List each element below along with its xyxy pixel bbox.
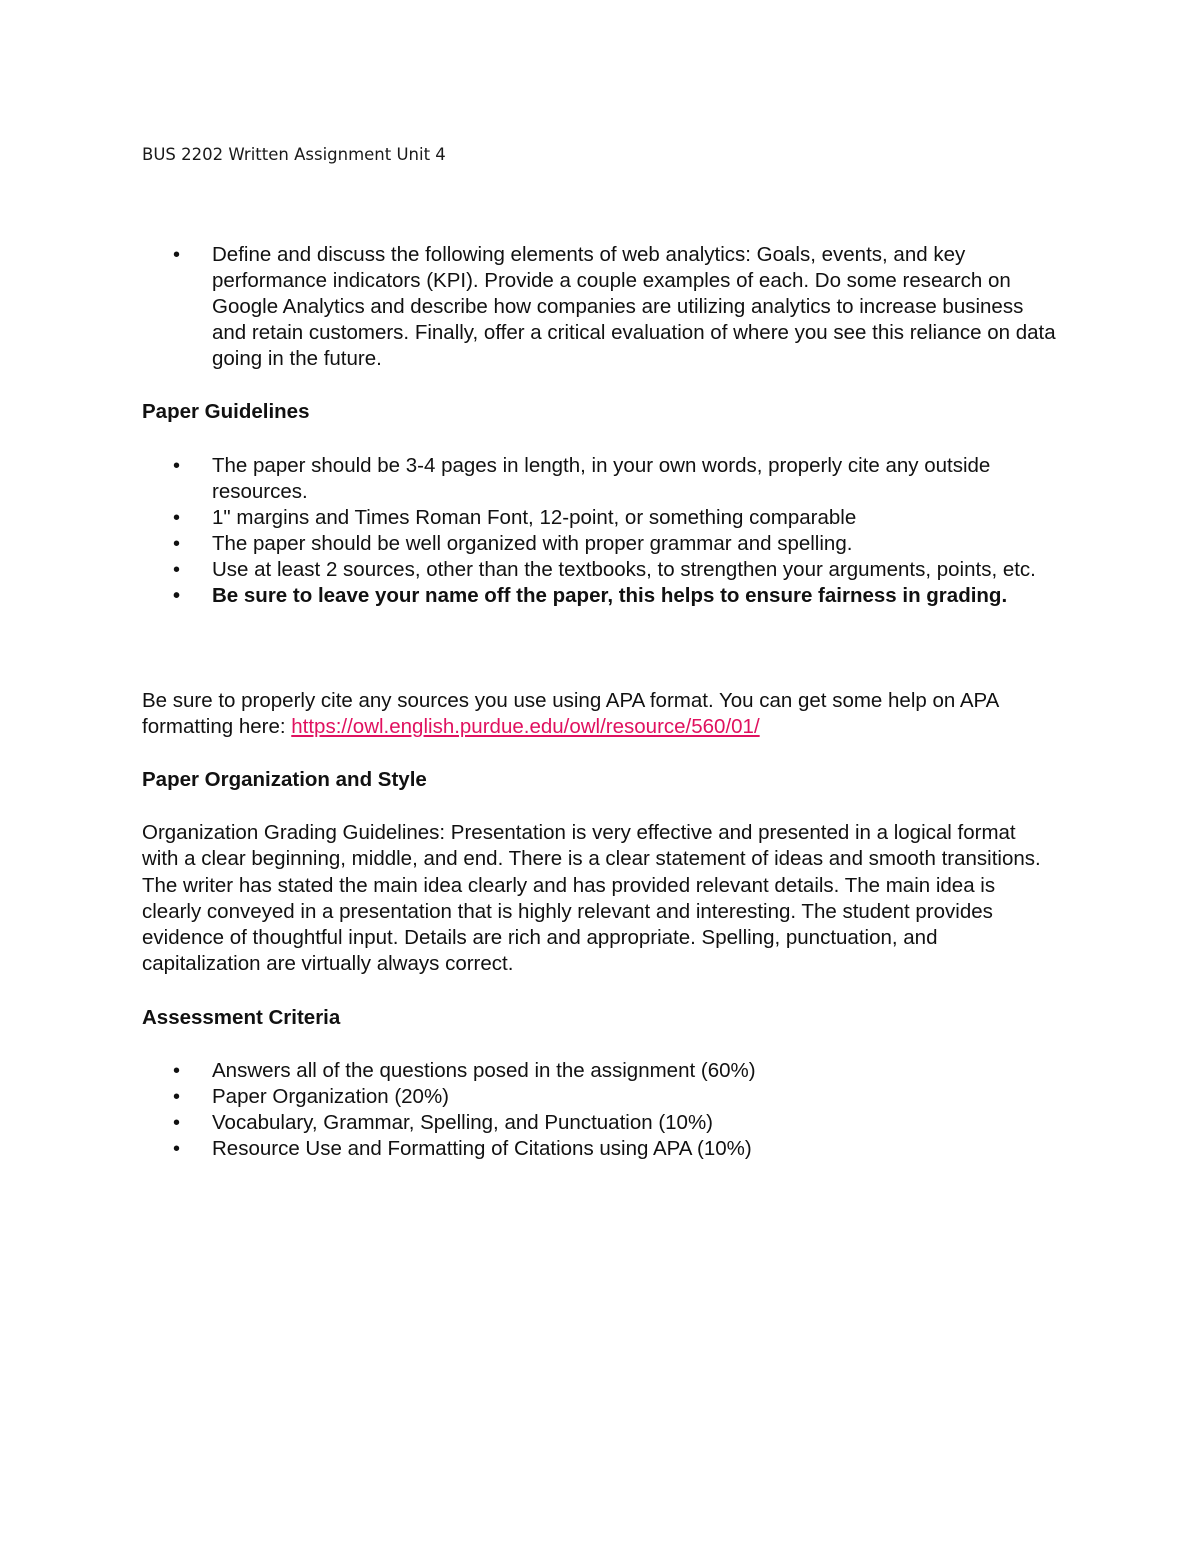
list-item-text: Answers all of the questions posed in the assignment (60%) — [212, 1059, 756, 1082]
list-item-text: Be sure to leave your name off the paper, this helps to ensure fairness in grading. — [212, 584, 1008, 607]
guidelines-bullet-list — [142, 453, 1072, 609]
bullet-icon: • — [173, 559, 181, 581]
list-item-text: Vocabulary, Grammar, Spelling, and Punctuation (10%) — [212, 1111, 713, 1134]
list-item — [142, 242, 1062, 372]
organization-text: Organization Grading Guidelines: Presentation is very effective and presented in a logical format with a clear beginning, middle, and end. There is a clear statement of ideas and smooth transitions. The writer has stated the main idea clearly and has provided relevant details. The main idea is clearly conveyed in a presentation that is highly relevant and interesting. The student provides evidence of thoughtful input. Details are rich and appropriate. Spelling, punctuation, and capitalization are virtually always correct. — [142, 821, 1041, 976]
list-item-text: Define and discuss the following elements of web analytics: Goals, events, and key performance indicators (KPI). Provide a couple examples of each. Do some research on Google Analytics and describe how companies are utilizing analytics to increase business and retain customers. Finally, offer a critical evaluation of where you see this reliance on data going in the future. — [212, 243, 1056, 370]
list-item — [142, 531, 1062, 557]
list-item-text: The paper should be well organized with proper grammar and spelling. — [212, 532, 853, 555]
list-item — [142, 1136, 1062, 1162]
list-item-emphasis — [142, 583, 1062, 609]
intro-bullet-list — [142, 242, 1072, 372]
list-item — [142, 557, 1062, 583]
bullet-icon: • — [173, 533, 181, 555]
bullet-icon: • — [173, 1060, 181, 1082]
list-item-text: 1" margins and Times Roman Font, 12-point, or something comparable — [212, 506, 857, 529]
purdue-owl-link[interactable]: https://owl.english.purdue.edu/owl/resource/560/01/ — [291, 715, 760, 739]
bullet-icon: • — [173, 1086, 181, 1108]
list-item — [142, 1110, 1062, 1136]
list-item — [142, 1084, 1062, 1110]
list-item-text: The paper should be 3-4 pages in length, in your own words, properly cite any outside resources. — [212, 454, 991, 503]
bullet-icon: • — [173, 507, 181, 529]
list-item-text: Resource Use and Formatting of Citations using APA (10%) — [212, 1137, 752, 1160]
assessment-bullet-list — [142, 1058, 1072, 1162]
organization-heading: Paper Organization and Style — [142, 768, 427, 791]
document-title: BUS 2202 Written Assignment Unit 4 — [142, 145, 446, 164]
assessment-section — [142, 1058, 1072, 1162]
list-item — [142, 1058, 1062, 1084]
list-item-text: Paper Organization (20%) — [212, 1085, 450, 1108]
apa-note-text: Be sure to properly cite any sources you use using APA format. You can get some help on APA formatting here: — [142, 689, 999, 739]
list-item — [142, 453, 1062, 505]
bullet-icon: • — [173, 1138, 181, 1160]
list-item-text: Use at least 2 sources, other than the textbooks, to strengthen your arguments, points, etc. — [212, 558, 1036, 581]
assessment-heading: Assessment Criteria — [142, 1006, 341, 1029]
bullet-icon: • — [173, 1112, 181, 1134]
bullet-icon: • — [173, 244, 181, 266]
bullet-icon: • — [173, 585, 181, 607]
list-item — [142, 505, 1062, 531]
guidelines-section — [142, 453, 1072, 609]
bullet-icon: • — [173, 455, 181, 477]
guidelines-heading: Paper Guidelines — [142, 400, 310, 423]
intro-section — [142, 242, 1072, 372]
apa-note — [142, 688, 1052, 741]
